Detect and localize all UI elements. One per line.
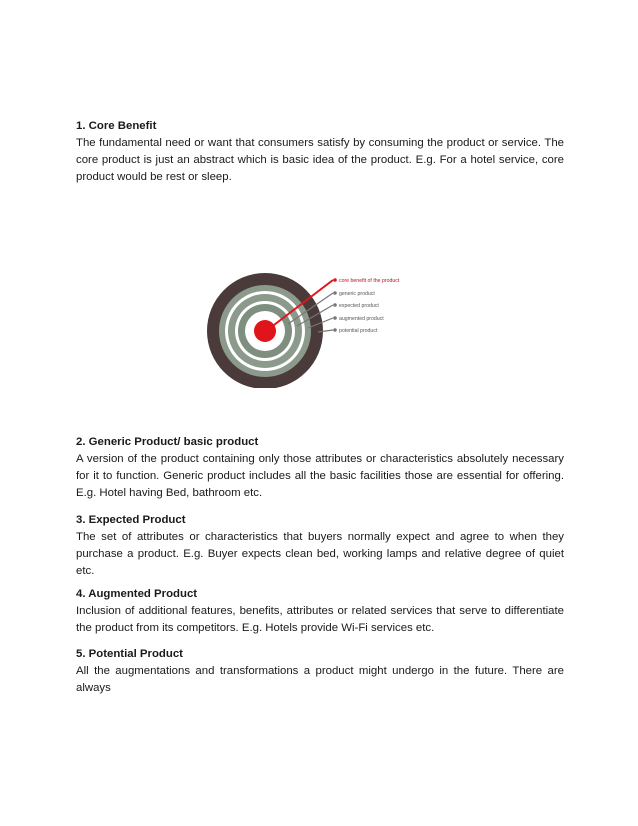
section-core-benefit xyxy=(76,118,564,186)
label-marker xyxy=(333,278,337,282)
label-potential-product: potential product xyxy=(339,328,378,334)
section-heading: 2. Generic Product/ basic product xyxy=(76,436,259,448)
section-heading: 5. Potential Product xyxy=(76,648,183,660)
label-generic-product: generic product xyxy=(339,291,375,297)
section-generic-product xyxy=(76,434,564,502)
section-body: The set of attributes or characteristics that buyers normally expect and agree to when they purchase a product. E.g. Buyer expects clean bed, working lamps and relative degree of quiet etc. xyxy=(76,531,564,577)
target-diagram xyxy=(200,268,410,388)
section-heading: 1. Core Benefit xyxy=(76,120,157,132)
label-marker xyxy=(333,316,337,320)
section-expected-product xyxy=(76,512,564,580)
section-potential-product xyxy=(76,646,564,697)
section-heading: 3. Expected Product xyxy=(76,514,186,526)
label-augmented-product: augmented product xyxy=(339,316,384,322)
section-body: Inclusion of additional features, benefits, attributes or related services that serve to differentiate the product from its competitors. E.g. Hotels provide Wi-Fi services etc. xyxy=(76,605,564,634)
product-levels-diagram xyxy=(200,268,410,388)
label-core-benefit: core benefit of the product xyxy=(339,278,400,284)
label-marker xyxy=(333,291,337,295)
core-benefit-dot xyxy=(254,320,276,342)
label-expected-product: expected product xyxy=(339,303,379,309)
section-body: All the augmentations and transformations a product might undergo in the future. There are always xyxy=(76,665,564,694)
section-body: A version of the product containing only those attributes or characteristics absolutely necessary for it to function. Generic product includes all the basic facilities those are essential for offering. E.g. Hotel having Bed, bathroom etc. xyxy=(76,453,564,499)
section-heading: 4. Augmented Product xyxy=(76,588,198,600)
section-body: The fundamental need or want that consumers satisfy by consuming the product or service. The core product is just an abstract which is basic idea of the product. E.g. For a hotel service, core product would be rest or sleep. xyxy=(76,137,564,183)
section-augmented-product xyxy=(76,586,564,637)
label-marker xyxy=(333,328,337,332)
label-marker xyxy=(333,303,337,307)
